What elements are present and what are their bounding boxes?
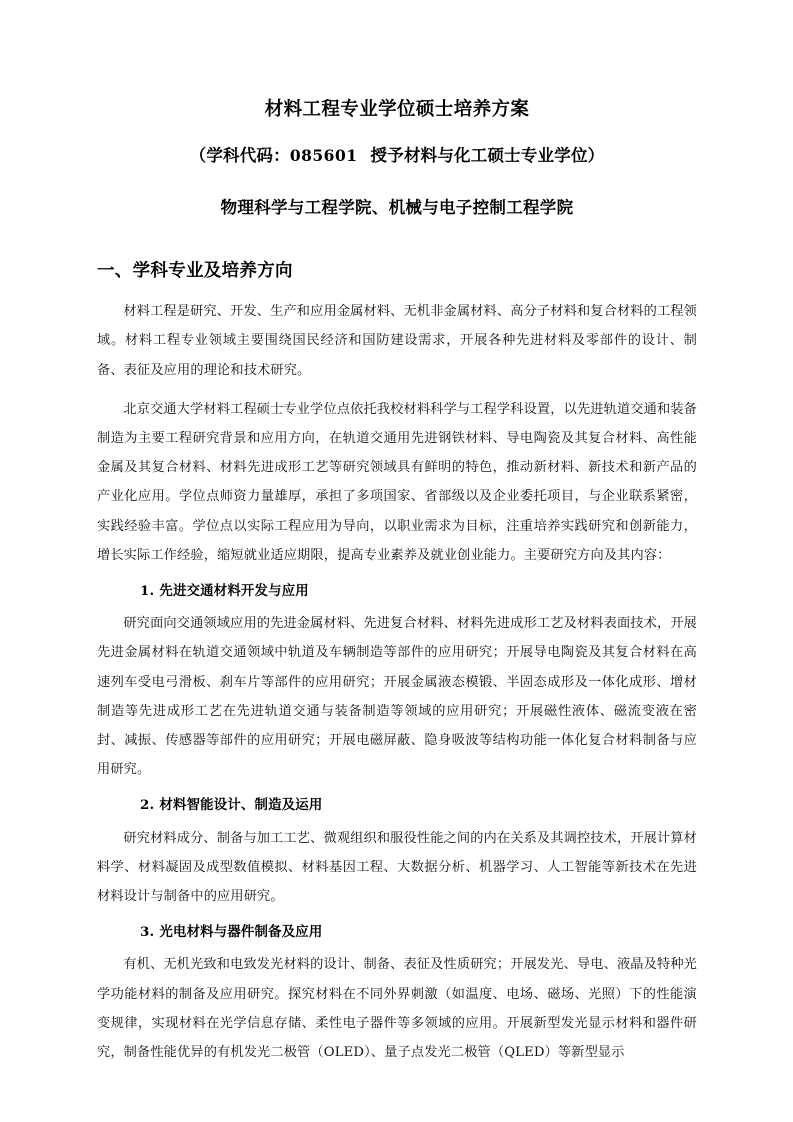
page-content [97, 0, 697, 1067]
subtitle-suffix: 授予材料与化工硕士专业学位） [370, 145, 605, 165]
section-paragraph: 材料工程是研究、开发、生产和应用金属材料、无机非金属材料、高分子材料和复合材料的工程领域。材料工程专业领域主要围绕国民经济和国防建设需求，开展各种先进材料及零部件的设计、制备、表征及应用的理论和技术研究。 [97, 304, 697, 378]
discipline-code: 085601 [289, 145, 358, 165]
direction-paragraph: 有机、无机光致和电致发光材料的设计、制备、表征及性质研究；开展发光、导电、液晶及特种光学功能材料的制备及应用研究。探究材料在不同外界刺激（如温度、电场、磁场、光照）下的性能演变规律，实现材料在光学信息存储、柔性电子器件等多领域的应用。开展新型发光显示材料和器件研究，制备性能优异的有机发光二极管（OLED）、量子点发光二极管（QLED）等新型显示 [97, 957, 697, 1061]
direction-paragraph: 研究材料成分、制备与加工工艺、微观组织和服役性能之间的内在关系及其调控技术，开展计算材料学、材料凝固及成型数值模拟、材料基因工程、大数据分析、机器学习、人工智能等新技术在先进材料设计与制备中的应用研究。 [97, 830, 697, 905]
discipline-code-line [97, 144, 697, 168]
section-paragraph: 北京交通大学材料工程硕士专业学位点依托我校材料科学与工程学科设置，以先进轨道交通和装备制造为主要工程研究背景和应用方向，在轨道交通用先进钢铁材料、导电陶瓷及其复合材料、高性能金属及其复合材料、材料先进成形工艺等研究领域具有鲜明的特色，推动新材料、新技术和新产品的产业化应用。学位点师资力量雄厚，承担了多项国家、省部级以及企业委托项目，与企业联系紧密，实践经验丰富。学位点以实际工程应用为导向，以职业需求为目标，注重培养实践研究和创新能力，增长实际工作经验，缩短就业适应期限，提高专业素养及就业创业能力。主要研究方向及其内容： [97, 401, 697, 563]
page-title: 材料工程专业学位硕士培养方案 [264, 99, 530, 120]
direction-number: 1. [140, 582, 155, 599]
title-block [97, 0, 697, 220]
affiliation-line: 物理科学与工程学院、机械与电子控制工程学院 [220, 197, 574, 217]
direction-title: 材料智能设计、制造及运用 [159, 798, 323, 814]
direction-heading [97, 918, 697, 947]
section-heading-1: 一、学科专业及培养方向 [97, 260, 293, 281]
direction-heading [97, 577, 697, 606]
direction-heading [97, 791, 697, 820]
direction-paragraph: 研究面向交通领域应用的先进金属材料、先进复合材料、材料先进成形工艺及材料表面技术，开展先进金属材料在轨道交通领域中轨道及车辆制造等部件的应用研究；开展导电陶瓷及其复合材料在高速列车受电弓滑板、刹车片等部件的应用研究；开展金属液态模锻、半固态成形及一体化成形、增材制造等先进成形工艺在先进轨道交通与装备制造等领域的应用研究；开展磁性液体、磁流变液在密封、减振、传感器等部件的应用研究；开展电磁屏蔽、隐身吸波等结构功能一体化复合材料制备与应用研究。 [97, 616, 697, 778]
direction-title: 光电材料与器件制备及应用 [159, 925, 323, 941]
direction-title: 先进交通材料开发与应用 [159, 583, 309, 599]
subtitle-prefix: （学科代码： [189, 145, 290, 165]
direction-number: 3. [140, 924, 155, 941]
direction-number: 2. [140, 797, 155, 814]
